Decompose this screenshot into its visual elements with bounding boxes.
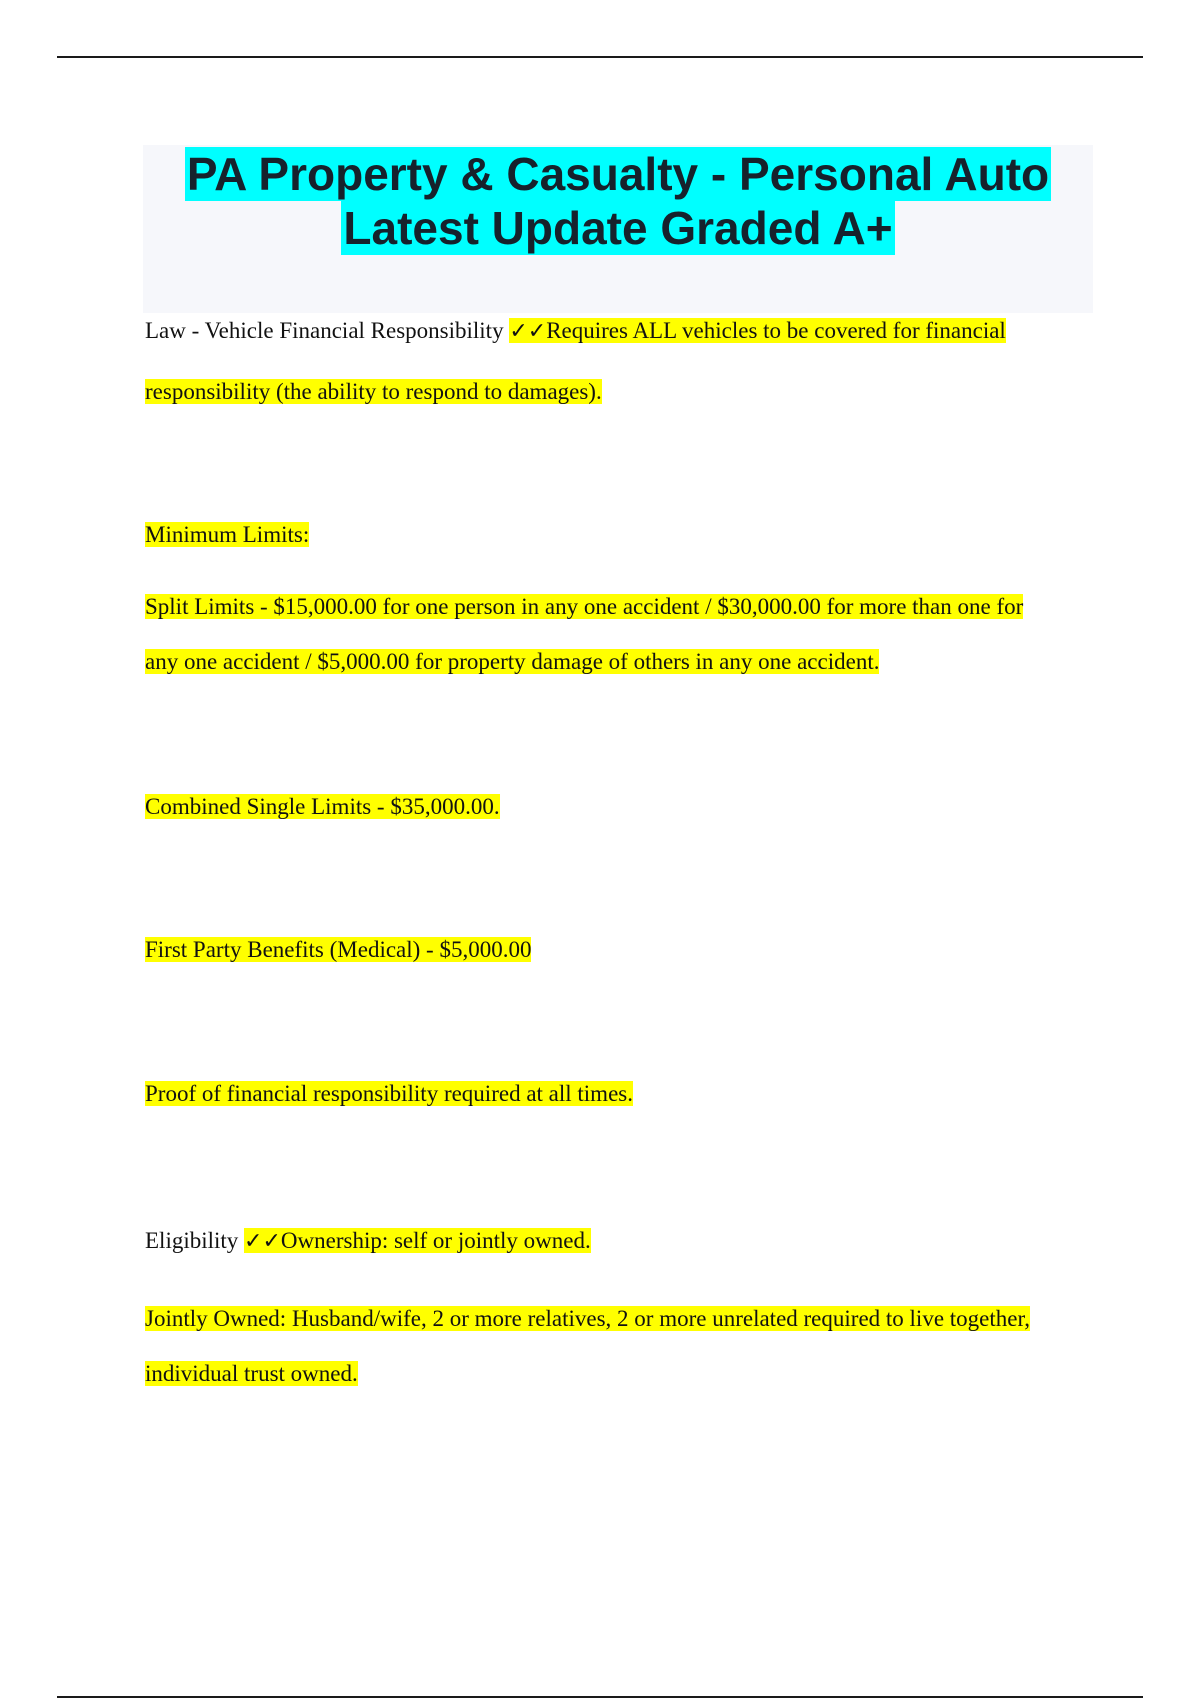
minimum-limits-heading (145, 522, 309, 547)
split-limits-line-1 (145, 594, 1023, 619)
title-banner (143, 145, 1093, 313)
double-check-icon: ✓✓ (509, 319, 547, 344)
jointly-owned-text-2: individual trust owned. (145, 1361, 358, 1386)
document-title-line-1: PA Property & Casualty - Personal Auto (186, 148, 1050, 200)
top-rule (57, 56, 1143, 58)
minimum-limits-text: Minimum Limits: (145, 522, 310, 547)
law-entry-line-1 (145, 318, 1006, 344)
bottom-rule (57, 1696, 1143, 1698)
split-limits-text-2: any one accident / $5,000.00 for property damage of others in any one accident. (145, 649, 880, 674)
combined-single-limits (145, 794, 500, 819)
law-entry-line-2 (145, 379, 602, 404)
eligibility-answer: Ownership: self or jointly owned. (280, 1228, 591, 1253)
proof-text: Proof of financial responsibility required at all times. (145, 1081, 633, 1106)
first-party-benefits-text: First Party Benefits (Medical) - $5,000.00 (145, 937, 532, 962)
eligibility-term: Eligibility (145, 1228, 239, 1253)
split-limits-text-1: Split Limits - $15,000.00 for one person in any one accident / $30,000.00 for more than one for (145, 594, 1024, 619)
split-limits-line-2 (145, 649, 879, 674)
law-answer-line-2: responsibility (the ability to respond to damages). (145, 379, 602, 404)
eligibility-entry (145, 1228, 591, 1254)
jointly-owned-line-1 (145, 1306, 1030, 1331)
law-answer-line-1: Requires ALL vehicles to be covered for financial (546, 318, 1006, 343)
law-term: Law - Vehicle Financial Responsibility (145, 318, 504, 343)
double-check-icon: ✓✓ (244, 1229, 281, 1254)
jointly-owned-line-2 (145, 1361, 358, 1386)
document-title-line-2: Latest Update Graded A+ (343, 202, 893, 254)
jointly-owned-text-1: Jointly Owned: Husband/wife, 2 or more relatives, 2 or more unrelated required to live together, (145, 1306, 1030, 1331)
proof-of-responsibility (145, 1081, 633, 1106)
first-party-benefits (145, 937, 531, 962)
combined-single-limits-text: Combined Single Limits - $35,000.00. (145, 794, 500, 819)
